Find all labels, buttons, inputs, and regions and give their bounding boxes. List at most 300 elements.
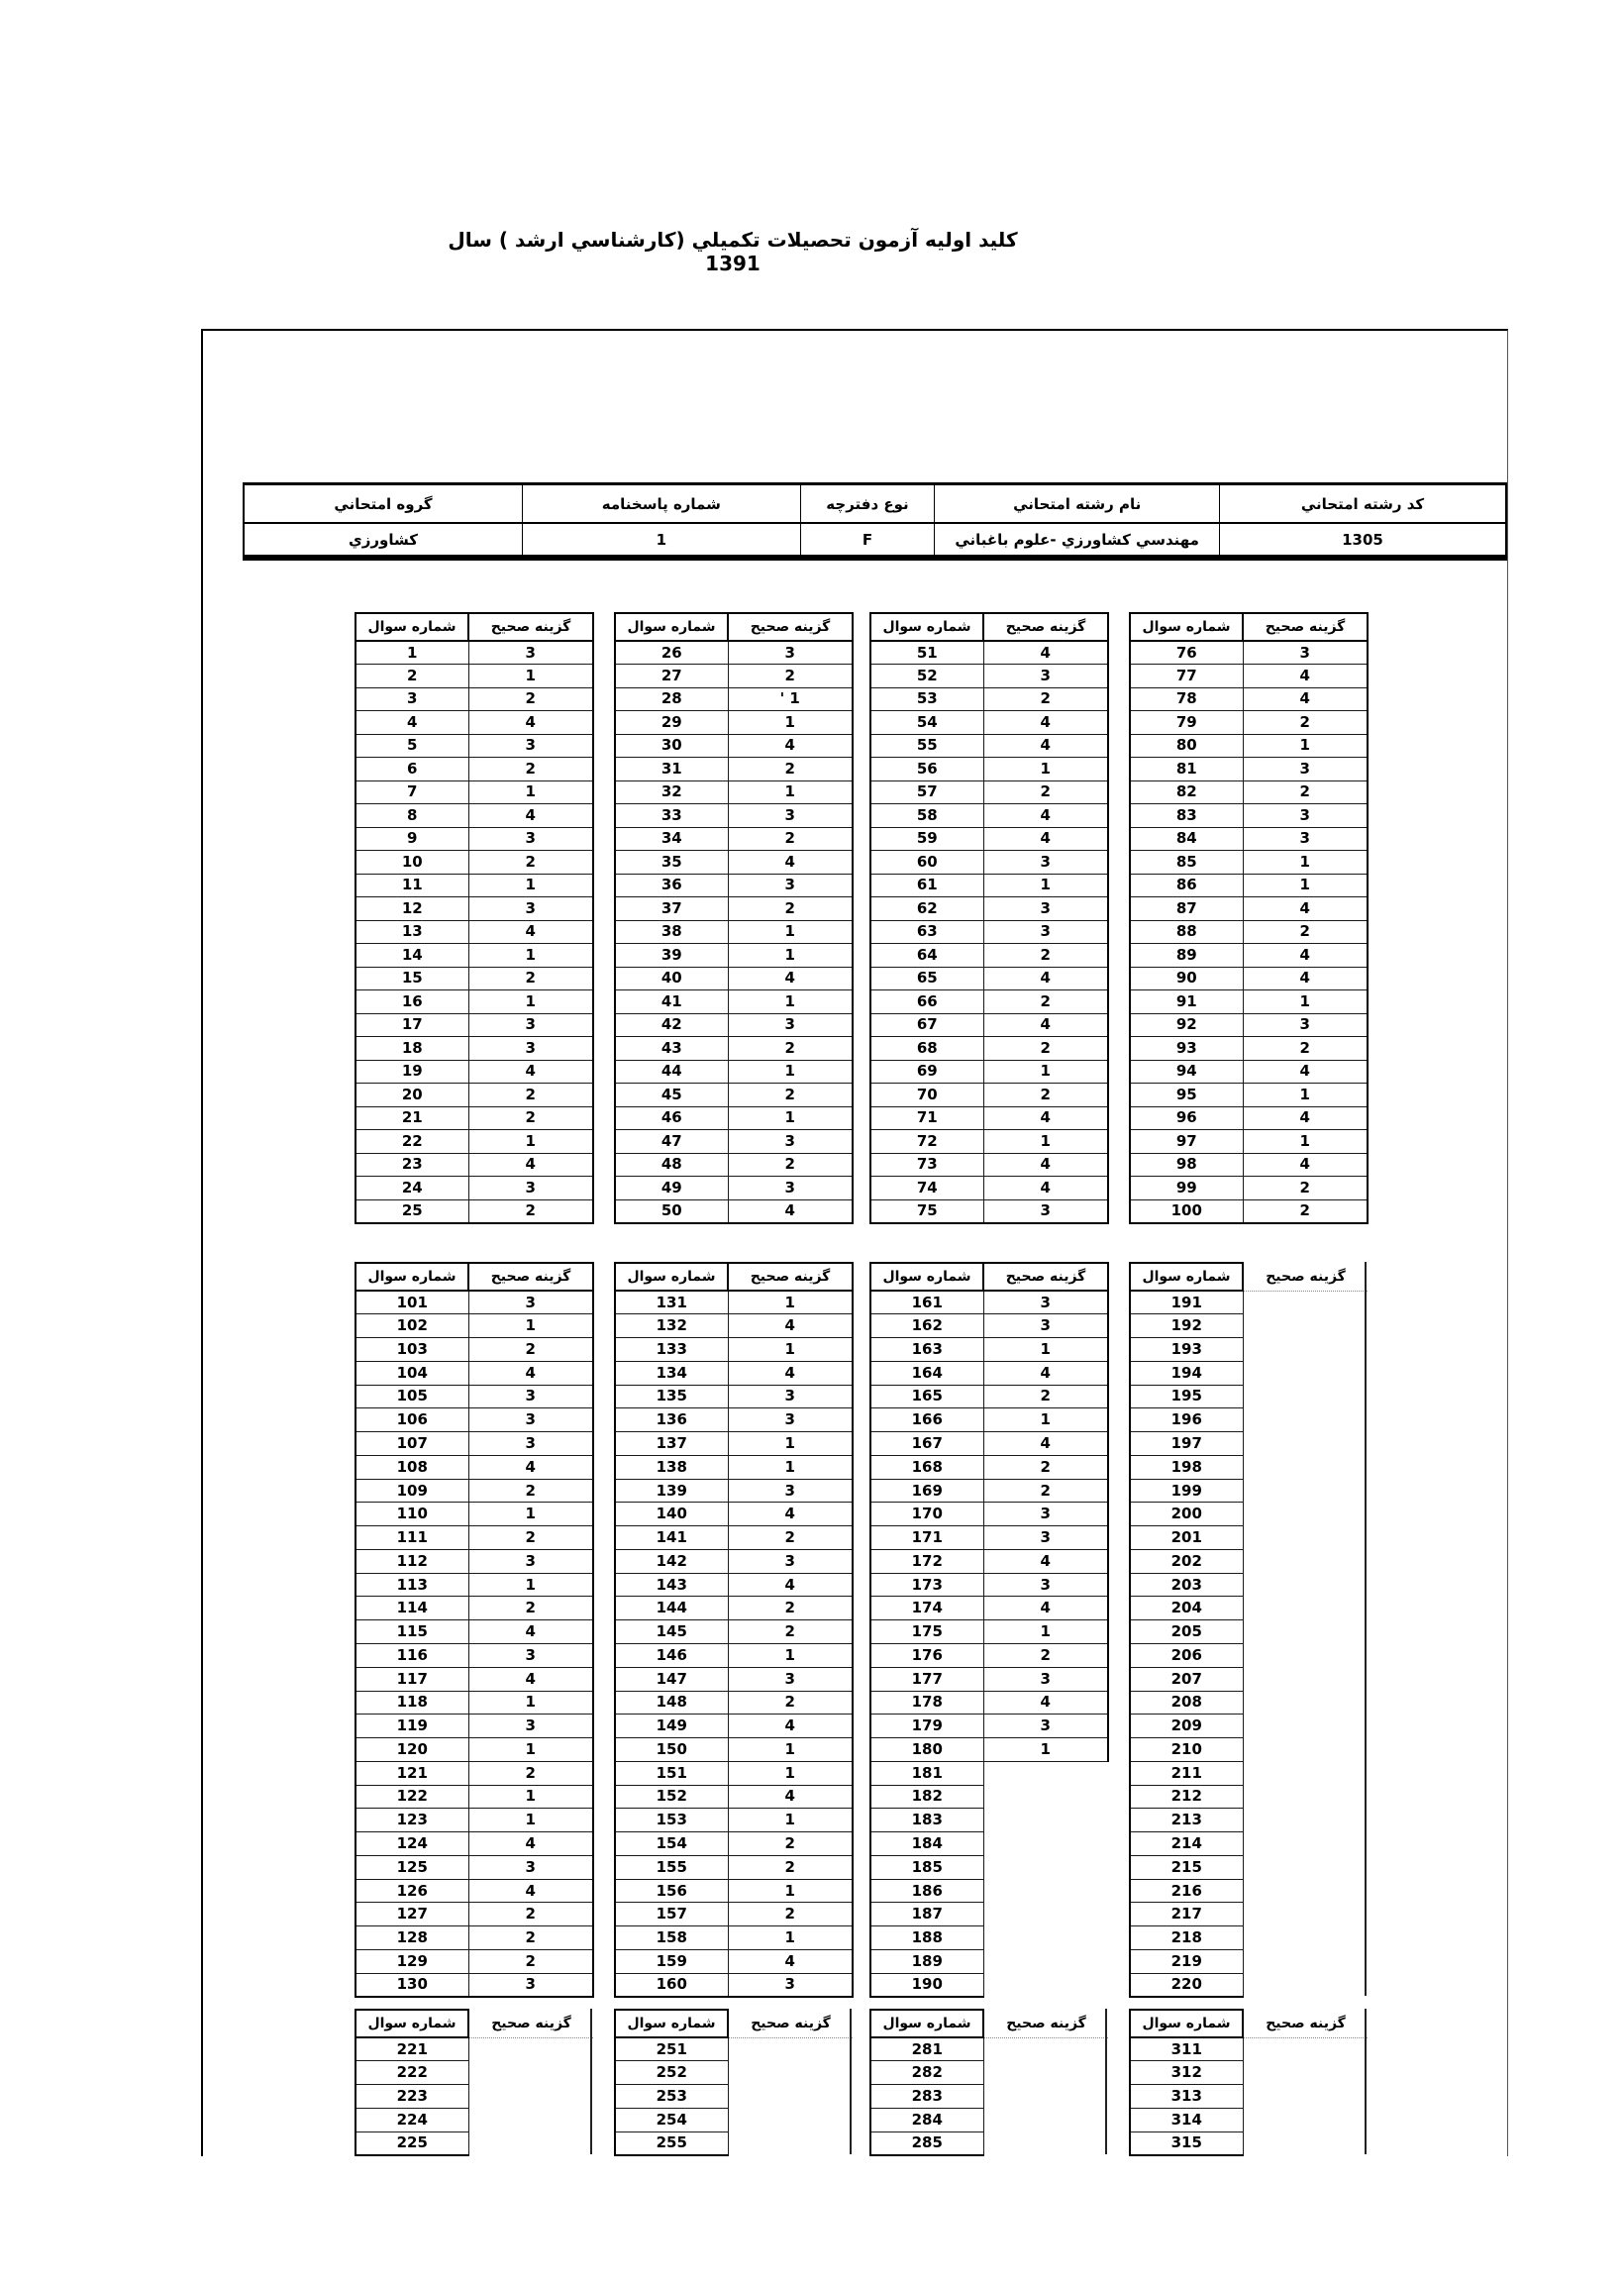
correct-option-cell: 4: [983, 1691, 1108, 1715]
answer-row: [615, 1060, 853, 1084]
question-number-cell: 153: [615, 1809, 728, 1832]
question-number-cell: 40: [615, 967, 728, 990]
answer-row: [1130, 1597, 1368, 1620]
answer-row: [1130, 1903, 1368, 1926]
question-number-cell: 33: [615, 804, 728, 828]
answer-table-161: [869, 1262, 1109, 1998]
answer-row: [355, 1832, 593, 1856]
question-number-cell: 126: [355, 1879, 468, 1903]
correct-option-cell: 3: [983, 1715, 1108, 1738]
correct-option-cell: 2: [728, 1903, 853, 1926]
question-number-cell: 79: [1130, 711, 1243, 735]
correct-option-cell: 1: [983, 1338, 1108, 1362]
answer-row: [615, 1361, 853, 1385]
question-number-cell: 16: [355, 990, 468, 1014]
question-number-cell: 116: [355, 1643, 468, 1667]
correct-option-cell: 4: [468, 1620, 593, 1644]
question-number-cell: 127: [355, 1903, 468, 1926]
question-number-cell: 6: [355, 758, 468, 781]
question-number-cell: 131: [615, 1291, 728, 1314]
answer-row: [870, 1715, 1108, 1738]
question-number-cell: 137: [615, 1432, 728, 1456]
correct-option-cell: 1: [728, 1738, 853, 1762]
question-number-cell: 48: [615, 1153, 728, 1177]
question-number-cell: 211: [1130, 1761, 1243, 1785]
correct-option-cell: [468, 2061, 593, 2085]
question-number-cell: 198: [1130, 1455, 1243, 1479]
correct-option-header: گزينه صحيح: [468, 1263, 593, 1291]
correct-option-header: گزينه صحيح: [1243, 2010, 1368, 2037]
answer-row: [615, 1037, 853, 1061]
answer-row: [870, 1130, 1108, 1154]
correct-option-cell: 4: [468, 1153, 593, 1177]
question-number-cell: 9: [355, 827, 468, 851]
answer-row: [870, 1503, 1108, 1526]
question-number-cell: 63: [870, 920, 983, 944]
question-number-cell: 77: [1130, 665, 1243, 688]
question-number-cell: 44: [615, 1060, 728, 1084]
correct-option-cell: 2: [1243, 1177, 1368, 1200]
question-number-cell: 75: [870, 1199, 983, 1223]
question-number-cell: 178: [870, 1691, 983, 1715]
question-number-cell: 114: [355, 1597, 468, 1620]
answer-row: [355, 1903, 593, 1926]
question-number-cell: 155: [615, 1855, 728, 1879]
answer-row: [1130, 2061, 1368, 2085]
question-number-cell: 177: [870, 1667, 983, 1691]
correct-option-cell: 4: [1243, 944, 1368, 968]
correct-option-cell: 2: [728, 665, 853, 688]
question-number-cell: 165: [870, 1385, 983, 1408]
question-number-cell: 123: [355, 1809, 468, 1832]
correct-option-header: گزينه صحيح: [1243, 613, 1368, 641]
answer-row: [615, 1691, 853, 1715]
correct-option-cell: 4: [468, 1060, 593, 1084]
correct-option-cell: 1: [728, 1761, 853, 1785]
question-number-cell: 34: [615, 827, 728, 851]
answer-row: [355, 851, 593, 875]
question-number-cell: 161: [870, 1291, 983, 1314]
question-number-cell: 183: [870, 1809, 983, 1832]
correct-option-cell: [1243, 1926, 1368, 1950]
question-number-cell: 31: [615, 758, 728, 781]
question-number-cell: 106: [355, 1408, 468, 1432]
question-number-cell: 200: [1130, 1503, 1243, 1526]
answer-row: [355, 1597, 593, 1620]
question-number-cell: 7: [355, 780, 468, 804]
answer-row: [615, 665, 853, 688]
question-number-cell: 170: [870, 1503, 983, 1526]
correct-option-cell: 3: [1243, 641, 1368, 665]
question-number-cell: 185: [870, 1855, 983, 1879]
question-number-cell: 72: [870, 1130, 983, 1154]
correct-option-cell: 4: [728, 1949, 853, 1973]
answer-row: [615, 1785, 853, 1809]
correct-option-cell: 1: [468, 1691, 593, 1715]
info-header-answersheet-number: شماره پاسخنامه: [523, 484, 801, 524]
question-number-cell: 225: [355, 2131, 468, 2155]
answer-row: [1130, 758, 1368, 781]
question-number-cell: 101: [355, 1291, 468, 1314]
answer-row: [870, 1832, 1108, 1856]
question-number-cell: 186: [870, 1879, 983, 1903]
correct-option-cell: [1243, 1573, 1368, 1597]
correct-option-cell: 4: [983, 967, 1108, 990]
correct-option-cell: 1: [983, 1738, 1108, 1762]
question-number-cell: 95: [1130, 1084, 1243, 1107]
question-number-header: شماره سوال: [615, 613, 728, 641]
question-number-cell: 81: [1130, 758, 1243, 781]
answer-row: [1130, 804, 1368, 828]
question-number-cell: 27: [615, 665, 728, 688]
answer-row: [615, 1643, 853, 1667]
question-number-header: شماره سوال: [1130, 1263, 1243, 1291]
answer-row: [355, 1503, 593, 1526]
question-number-cell: 195: [1130, 1385, 1243, 1408]
answer-row: [615, 874, 853, 897]
answer-row: [355, 2037, 593, 2061]
answer-row: [1130, 1338, 1368, 1362]
answer-row: [615, 1199, 853, 1223]
answer-row: [1130, 1503, 1368, 1526]
answer-row: [615, 851, 853, 875]
correct-option-cell: 1: [728, 1106, 853, 1130]
correct-option-cell: 4: [1243, 687, 1368, 711]
question-number-cell: 71: [870, 1106, 983, 1130]
correct-option-cell: [1243, 1879, 1368, 1903]
correct-option-cell: 2: [468, 1761, 593, 1785]
correct-option-cell: 3: [728, 1973, 853, 1997]
correct-option-cell: 3: [468, 1385, 593, 1408]
correct-option-cell: [983, 1949, 1108, 1973]
correct-option-cell: 4: [1243, 665, 1368, 688]
answer-row: [870, 897, 1108, 921]
question-number-cell: 164: [870, 1361, 983, 1385]
correct-option-cell: 4: [468, 1832, 593, 1856]
answer-row: [870, 1949, 1108, 1973]
correct-option-cell: 3: [468, 1177, 593, 1200]
question-number-cell: 36: [615, 874, 728, 897]
question-number-cell: 151: [615, 1761, 728, 1785]
question-number-cell: 147: [615, 1667, 728, 1691]
info-header-booklet-type: نوع دفترچه: [800, 484, 935, 524]
question-number-cell: 215: [1130, 1855, 1243, 1879]
question-number-cell: 253: [615, 2085, 728, 2109]
question-number-cell: 217: [1130, 1903, 1243, 1926]
question-number-cell: 5: [355, 734, 468, 758]
correct-option-cell: 4: [983, 804, 1108, 828]
answer-row: [870, 1855, 1108, 1879]
question-number-cell: 311: [1130, 2037, 1243, 2061]
correct-option-header: گزينه صحيح: [728, 2010, 853, 2037]
answer-row: [870, 874, 1108, 897]
correct-option-cell: 2: [983, 1455, 1108, 1479]
question-number-cell: 84: [1130, 827, 1243, 851]
correct-option-cell: ' 1: [728, 687, 853, 711]
question-number-cell: 136: [615, 1408, 728, 1432]
question-number-cell: 23: [355, 1153, 468, 1177]
answer-row: [870, 1526, 1108, 1550]
correct-option-cell: [468, 2108, 593, 2131]
info-value-field-code: 1305: [1219, 523, 1506, 558]
correct-option-cell: [983, 2061, 1108, 2085]
correct-option-cell: 1: [468, 1130, 593, 1154]
question-number-cell: 78: [1130, 687, 1243, 711]
question-number-cell: 80: [1130, 734, 1243, 758]
correct-option-cell: [1243, 1785, 1368, 1809]
question-number-cell: 90: [1130, 967, 1243, 990]
question-number-cell: 103: [355, 1338, 468, 1362]
question-number-cell: 181: [870, 1761, 983, 1785]
question-number-cell: 42: [615, 1013, 728, 1037]
answer-row: [615, 920, 853, 944]
correct-option-cell: [983, 2037, 1108, 2061]
question-number-cell: 104: [355, 1361, 468, 1385]
answer-row: [1130, 1291, 1368, 1314]
question-number-cell: 199: [1130, 1479, 1243, 1503]
answer-row: [1130, 1177, 1368, 1200]
question-number-cell: 124: [355, 1832, 468, 1856]
question-number-cell: 108: [355, 1455, 468, 1479]
correct-option-cell: [1243, 1479, 1368, 1503]
exam-info-table: [243, 482, 1507, 561]
correct-option-cell: 2: [728, 1526, 853, 1550]
answer-row: [870, 1620, 1108, 1644]
correct-option-cell: 2: [1243, 1199, 1368, 1223]
answer-row: [355, 780, 593, 804]
answer-row: [355, 2061, 593, 2085]
answer-row: [1130, 2085, 1368, 2109]
answer-row: [615, 1715, 853, 1738]
correct-option-cell: 3: [728, 1177, 853, 1200]
answer-row: [1130, 665, 1368, 688]
correct-option-cell: 3: [468, 1408, 593, 1432]
correct-option-cell: 1: [1243, 1084, 1368, 1107]
question-number-cell: 87: [1130, 897, 1243, 921]
correct-option-cell: 4: [468, 804, 593, 828]
correct-option-cell: 2: [728, 1620, 853, 1644]
question-number-cell: 60: [870, 851, 983, 875]
question-number-cell: 149: [615, 1715, 728, 1738]
question-number-cell: 18: [355, 1037, 468, 1061]
answer-row: [1130, 1153, 1368, 1177]
correct-option-cell: 4: [468, 1879, 593, 1903]
question-number-header: شماره سوال: [615, 1263, 728, 1291]
answer-row: [1130, 1385, 1368, 1408]
correct-option-cell: 3: [983, 1314, 1108, 1338]
correct-option-cell: 4: [983, 1013, 1108, 1037]
answer-row: [870, 990, 1108, 1014]
correct-option-cell: [1243, 1361, 1368, 1385]
answer-row: [1130, 967, 1368, 990]
correct-option-cell: 1: [468, 1809, 593, 1832]
answer-row: [615, 804, 853, 828]
answer-row: [615, 944, 853, 968]
question-number-cell: 73: [870, 1153, 983, 1177]
correct-option-cell: 3: [983, 1503, 1108, 1526]
answer-row: [1130, 1432, 1368, 1456]
answer-row: [870, 1153, 1108, 1177]
answer-row: [355, 1291, 593, 1314]
answer-row: [870, 1926, 1108, 1950]
answer-row: [355, 967, 593, 990]
info-value-exam-group: كشاورزي: [244, 523, 523, 558]
correct-option-cell: 4: [983, 641, 1108, 665]
correct-option-header: گزينه صحيح: [1243, 1263, 1368, 1291]
question-number-cell: 55: [870, 734, 983, 758]
answer-row: [615, 1338, 853, 1362]
correct-option-cell: 1: [983, 874, 1108, 897]
answer-row: [1130, 1832, 1368, 1856]
correct-option-cell: 4: [983, 827, 1108, 851]
correct-option-cell: 4: [468, 920, 593, 944]
question-number-cell: 182: [870, 1785, 983, 1809]
correct-option-cell: 4: [983, 1432, 1108, 1456]
answer-row: [355, 1926, 593, 1950]
correct-option-cell: 4: [983, 1153, 1108, 1177]
question-number-cell: 194: [1130, 1361, 1243, 1385]
question-number-header: شماره سوال: [355, 2010, 468, 2037]
correct-option-cell: 1: [468, 1314, 593, 1338]
correct-option-cell: [1243, 1549, 1368, 1573]
answer-column-edge-line: [1365, 1262, 1367, 1996]
question-number-cell: 56: [870, 758, 983, 781]
correct-option-cell: 2: [468, 1597, 593, 1620]
question-number-cell: 197: [1130, 1432, 1243, 1456]
answer-row: [870, 1037, 1108, 1061]
correct-option-header: گزينه صحيح: [728, 1263, 853, 1291]
question-number-header: شماره سوال: [1130, 613, 1243, 641]
answer-row: [355, 1037, 593, 1061]
question-number-cell: 113: [355, 1573, 468, 1597]
exam-info-value-row: [244, 523, 1506, 558]
correct-option-cell: 3: [468, 1855, 593, 1879]
question-number-cell: 135: [615, 1385, 728, 1408]
question-number-cell: 21: [355, 1106, 468, 1130]
answer-row: [355, 1432, 593, 1456]
correct-option-cell: [1243, 2061, 1368, 2085]
question-number-cell: 39: [615, 944, 728, 968]
question-number-cell: 206: [1130, 1643, 1243, 1667]
answer-row: [1130, 897, 1368, 921]
correct-option-cell: [1243, 1338, 1368, 1362]
correct-option-cell: [468, 2037, 593, 2061]
question-number-cell: 255: [615, 2131, 728, 2155]
answer-row: [615, 1973, 853, 1997]
correct-option-cell: 2: [728, 1153, 853, 1177]
correct-option-cell: 3: [983, 897, 1108, 921]
answer-row: [615, 1455, 853, 1479]
answer-row: [1130, 1785, 1368, 1809]
correct-option-cell: [983, 2108, 1108, 2131]
question-number-cell: 201: [1130, 1526, 1243, 1550]
correct-option-cell: [983, 1973, 1108, 1997]
correct-option-cell: 4: [728, 1314, 853, 1338]
correct-option-cell: 2: [983, 687, 1108, 711]
question-number-cell: 166: [870, 1408, 983, 1432]
question-number-header: شماره سوال: [355, 613, 468, 641]
correct-option-cell: 3: [983, 851, 1108, 875]
correct-option-cell: 1: [983, 1130, 1108, 1154]
answer-row: [1130, 734, 1368, 758]
correct-option-cell: 2: [1243, 920, 1368, 944]
correct-option-cell: 4: [728, 734, 853, 758]
correct-option-cell: 2: [1243, 780, 1368, 804]
question-number-cell: 175: [870, 1620, 983, 1644]
question-number-cell: 105: [355, 1385, 468, 1408]
question-number-cell: 180: [870, 1738, 983, 1762]
correct-option-cell: 1: [1243, 851, 1368, 875]
question-number-cell: 224: [355, 2108, 468, 2131]
correct-option-cell: 2: [468, 1338, 593, 1362]
question-number-cell: 130: [355, 1973, 468, 1997]
answer-row: [355, 2108, 593, 2131]
question-number-cell: 13: [355, 920, 468, 944]
question-number-cell: 143: [615, 1573, 728, 1597]
correct-option-cell: [1243, 1761, 1368, 1785]
question-number-cell: 212: [1130, 1785, 1243, 1809]
question-number-cell: 140: [615, 1503, 728, 1526]
answer-row: [1130, 780, 1368, 804]
correct-option-cell: [983, 2131, 1108, 2155]
question-number-header: شماره سوال: [870, 2010, 983, 2037]
answer-row: [1130, 1691, 1368, 1715]
question-number-cell: 14: [355, 944, 468, 968]
answer-column-edge-line: [590, 2009, 592, 2154]
question-number-cell: 70: [870, 1084, 983, 1107]
answer-row: [1130, 1455, 1368, 1479]
answer-row: [615, 967, 853, 990]
answer-row: [1130, 1526, 1368, 1550]
answer-row: [615, 1926, 853, 1950]
correct-option-cell: 4: [728, 1785, 853, 1809]
answer-row: [870, 1643, 1108, 1667]
correct-option-cell: 2: [468, 1199, 593, 1223]
answer-row: [615, 1738, 853, 1762]
question-number-cell: 92: [1130, 1013, 1243, 1037]
correct-option-cell: 2: [983, 1037, 1108, 1061]
answer-row: [615, 990, 853, 1014]
answer-row: [1130, 944, 1368, 968]
correct-option-cell: 3: [468, 1643, 593, 1667]
question-number-cell: 313: [1130, 2085, 1243, 2109]
answer-row: [355, 1949, 593, 1973]
answer-row: [355, 1199, 593, 1223]
question-number-cell: 26: [615, 641, 728, 665]
question-number-cell: 8: [355, 804, 468, 828]
correct-option-cell: 4: [1243, 897, 1368, 921]
correct-option-cell: 2: [728, 1855, 853, 1879]
answer-row: [1130, 990, 1368, 1014]
answer-table-51: [869, 612, 1109, 1224]
question-number-cell: 98: [1130, 1153, 1243, 1177]
question-number-cell: 141: [615, 1526, 728, 1550]
question-number-cell: 203: [1130, 1573, 1243, 1597]
correct-option-cell: 2: [983, 1479, 1108, 1503]
question-number-cell: 17: [355, 1013, 468, 1037]
correct-option-cell: 2: [983, 990, 1108, 1014]
answer-row: [615, 1503, 853, 1526]
question-number-header: شماره سوال: [615, 2010, 728, 2037]
question-number-cell: 122: [355, 1785, 468, 1809]
answer-row: [615, 1130, 853, 1154]
answer-row: [355, 641, 593, 665]
answer-row: [355, 1479, 593, 1503]
answer-row: [870, 827, 1108, 851]
correct-option-cell: 2: [983, 1643, 1108, 1667]
answer-row: [870, 1432, 1108, 1456]
correct-option-cell: 4: [728, 851, 853, 875]
